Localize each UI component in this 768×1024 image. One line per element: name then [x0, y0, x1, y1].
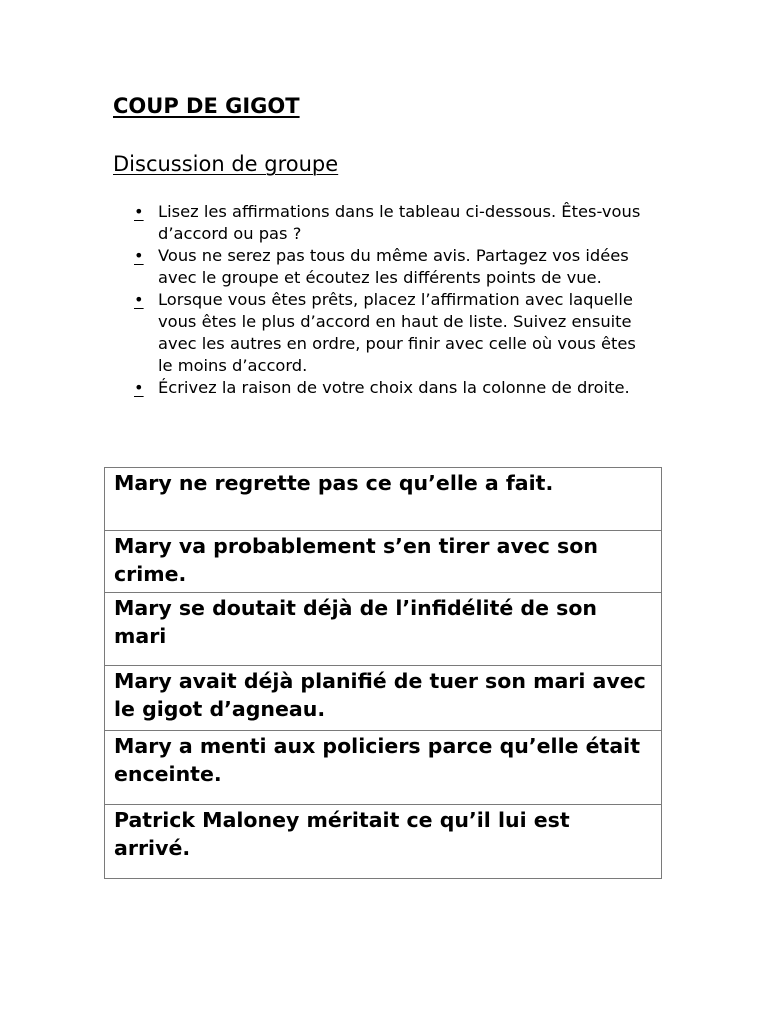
statement-cell: Mary a menti aux policiers parce qu’elle était enceinte.	[105, 731, 662, 805]
table-row	[105, 805, 662, 879]
table-row	[105, 731, 662, 805]
instruction-item	[134, 377, 654, 399]
statements-table	[104, 467, 662, 879]
instruction-item	[134, 289, 654, 377]
bullet-icon: •	[134, 202, 144, 221]
bullet-icon: •	[134, 378, 144, 397]
statement-cell: Mary se doutait déjà de l’infidélité de son mari	[105, 593, 662, 666]
instruction-text: Écrivez la raison de votre choix dans la colonne de droite.	[158, 378, 630, 397]
instructions-list	[134, 201, 654, 399]
statement-cell: Mary ne regrette pas ce qu’elle a fait.	[105, 468, 662, 531]
statement-cell: Patrick Maloney méritait ce qu’il lui est arrivé.	[105, 805, 662, 879]
section-subtitle: Discussion de groupe	[113, 152, 339, 176]
bullet-icon: •	[134, 290, 144, 309]
page-title: COUP DE GIGOT	[113, 94, 300, 118]
instruction-text: Vous ne serez pas tous du même avis. Partagez vos idées avec le groupe et écoutez les différents points de vue.	[158, 246, 629, 287]
instruction-text: Lisez les affirmations dans le tableau ci-dessous. Êtes-vous d’accord ou pas ?	[158, 202, 641, 243]
bullet-icon: •	[134, 246, 144, 265]
statement-cell: Mary avait déjà planifié de tuer son mari avec le gigot d’agneau.	[105, 666, 662, 731]
instruction-text: Lorsque vous êtes prêts, placez l’affirmation avec laquelle vous êtes le plus d’accord en haut de liste. Suivez ensuite avec les autres en ordre, pour finir avec celle où vous êtes le moins d’accord.	[158, 290, 636, 375]
table-row	[105, 666, 662, 731]
instruction-item	[134, 245, 654, 289]
table-row	[105, 531, 662, 593]
table-row	[105, 593, 662, 666]
table-row	[105, 468, 662, 531]
statement-cell: Mary va probablement s’en tirer avec son crime.	[105, 531, 662, 593]
instruction-item	[134, 201, 654, 245]
